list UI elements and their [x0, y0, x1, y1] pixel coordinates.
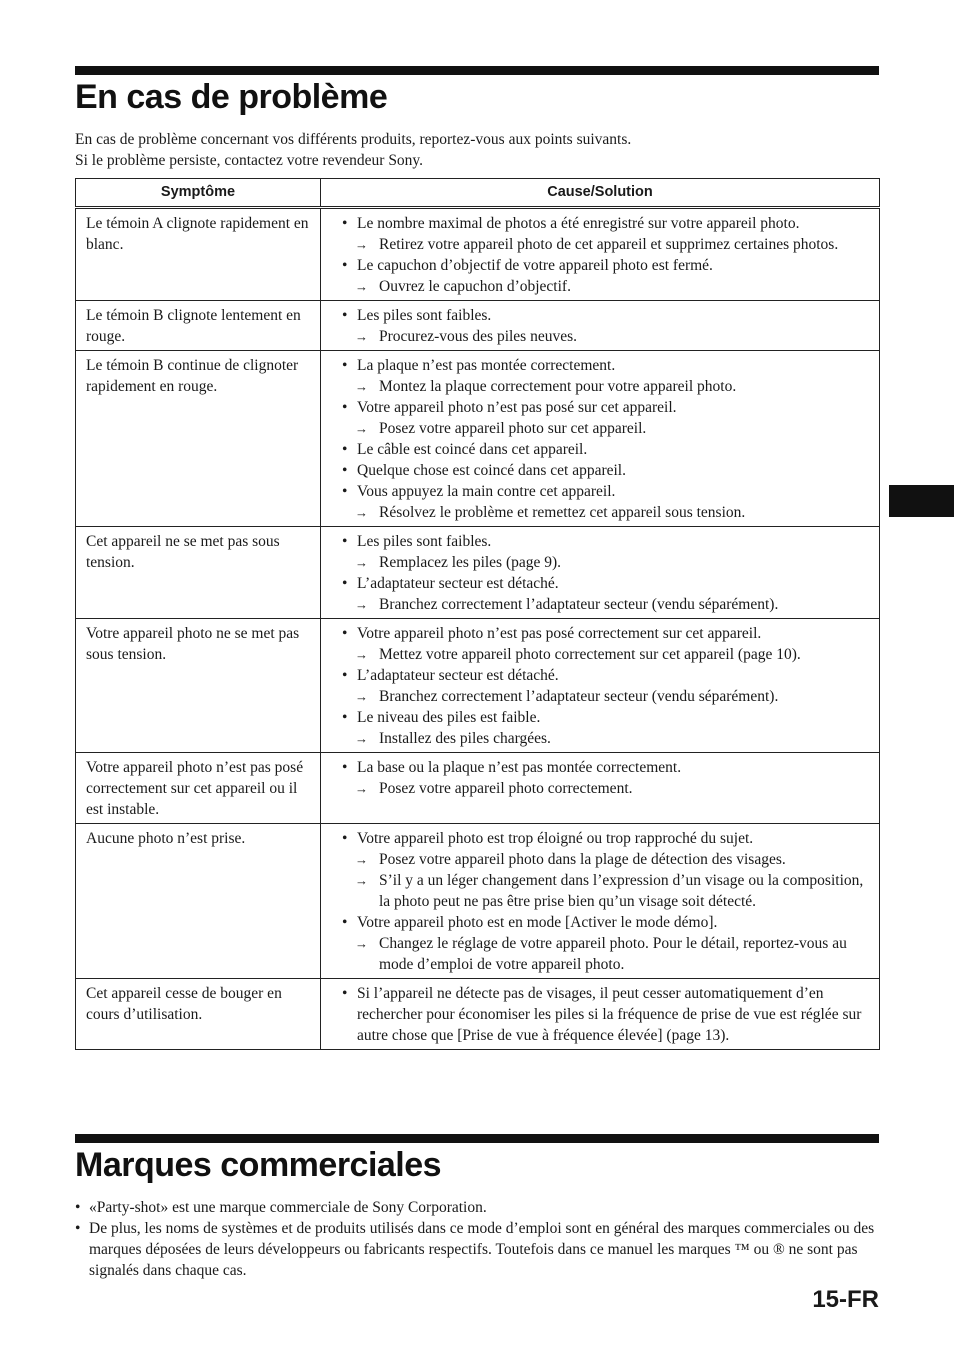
troubleshooting-table: [75, 178, 880, 1050]
cause-item: • Le capuchon d’objectif de votre appareil photo est fermé.: [331, 255, 871, 276]
section-title-troubleshooting: En cas de problème: [75, 78, 388, 116]
solution-step: → Montez la plaque correctement pour votre appareil photo.: [331, 376, 871, 397]
cause-item: • Vous appuyez la main contre cet appareil.: [331, 481, 871, 502]
solution-step: → Posez votre appareil photo sur cet appareil.: [331, 418, 871, 439]
cause-item: • Le nombre maximal de photos a été enregistré sur votre appareil photo.: [331, 213, 871, 234]
solution-cell: [321, 351, 880, 527]
solution-list: [331, 828, 871, 975]
intro-text: [75, 129, 631, 171]
cause-item: • L’adaptateur secteur est détaché.: [331, 665, 871, 686]
solution-step: → Remplacez les piles (page 9).: [331, 552, 871, 573]
cause-item: • Votre appareil photo est trop éloigné ou trop rapproché du sujet.: [331, 828, 871, 849]
solution-step: → Branchez correctement l’adaptateur secteur (vendu séparément).: [331, 686, 871, 707]
table-row: [76, 824, 880, 979]
list-item: • De plus, les noms de systèmes et de produits utilisés dans ce mode d’emploi sont en général des marques commerciales ou des marques déposées de leurs développeurs ou fabricants respectifs. Toutefois dans ce manuel les marques ™ ou ® ne sont pas signalés dans chaque cas.: [75, 1218, 875, 1281]
solution-cell: [321, 824, 880, 979]
solution-list: [331, 983, 871, 1046]
symptom-cell: Votre appareil photo ne se met pas sous tension.: [76, 619, 321, 753]
cause-item: • Les piles sont faibles.: [331, 531, 871, 552]
table-row: [76, 301, 880, 351]
cause-item: • Le câble est coincé dans cet appareil.: [331, 439, 871, 460]
cause-item: • L’adaptateur secteur est détaché.: [331, 573, 871, 594]
solution-cell: [321, 753, 880, 824]
cause-item: • Votre appareil photo n’est pas posé correctement sur cet appareil.: [331, 623, 871, 644]
solution-cell: [321, 527, 880, 619]
solution-cell: [321, 301, 880, 351]
intro-line: En cas de problème concernant vos différents produits, reportez-vous aux points suivants.: [75, 131, 632, 148]
table-row: [76, 619, 880, 753]
table-header-row: [76, 179, 880, 208]
intro-line: Si le problème persiste, contactez votre revendeur Sony.: [75, 152, 424, 169]
table-body: [76, 208, 880, 1050]
table-row: [76, 979, 880, 1050]
solution-list: [331, 531, 871, 615]
symptom-cell: Aucune photo n’est prise.: [76, 824, 321, 979]
cause-item: • Les piles sont faibles.: [331, 305, 871, 326]
solution-step: → Retirez votre appareil photo de cet appareil et supprimez certaines photos.: [331, 234, 871, 255]
solution-cell: [321, 619, 880, 753]
cause-item: • La base ou la plaque n’est pas montée correctement.: [331, 757, 871, 778]
symptom-cell: Cet appareil ne se met pas sous tension.: [76, 527, 321, 619]
solution-list: [331, 213, 871, 297]
header-cause-solution: Cause/Solution: [321, 179, 880, 208]
solution-list: [331, 305, 871, 347]
symptom-cell: Le témoin B continue de clignoter rapidement en rouge.: [76, 351, 321, 527]
solution-step: → Procurez-vous des piles neuves.: [331, 326, 871, 347]
symptom-cell: Cet appareil cesse de bouger en cours d’utilisation.: [76, 979, 321, 1050]
symptom-cell: Votre appareil photo n’est pas posé correctement sur cet appareil ou il est instable.: [76, 753, 321, 824]
cause-item: • Votre appareil photo n’est pas posé sur cet appareil.: [331, 397, 871, 418]
solution-step: → Résolvez le problème et remettez cet appareil sous tension.: [331, 502, 871, 523]
solution-list: [331, 623, 871, 749]
section-title-trademarks: Marques commerciales: [75, 1146, 442, 1184]
solution-step: → Installez des piles chargées.: [331, 728, 871, 749]
solution-cell: [321, 208, 880, 301]
table-row: [76, 208, 880, 301]
solution-step: → S’il y a un léger changement dans l’expression d’un visage ou la composition, la photo peut ne pas être prise bien qu’un visage soit détecté.: [331, 870, 871, 912]
symptom-cell: Le témoin B clignote lentement en rouge.: [76, 301, 321, 351]
table-row: [76, 351, 880, 527]
table-row: [76, 527, 880, 619]
solution-step: → Changez le réglage de votre appareil photo. Pour le détail, reportez-vous au mode d’emploi de votre appareil photo.: [331, 933, 871, 975]
section-rule-bottom: [75, 1134, 879, 1143]
cause-item: • Le niveau des piles est faible.: [331, 707, 871, 728]
solution-list: [331, 355, 871, 523]
symptom-cell: Le témoin A clignote rapidement en blanc.: [76, 208, 321, 301]
cause-item: • La plaque n’est pas montée correctement.: [331, 355, 871, 376]
section-side-tab: [889, 485, 954, 517]
table-row: [76, 753, 880, 824]
solution-step: → Branchez correctement l’adaptateur secteur (vendu séparément).: [331, 594, 871, 615]
solution-cell: [321, 979, 880, 1050]
list-item: • «Party-shot» est une marque commerciale de Sony Corporation.: [75, 1197, 875, 1218]
header-symptom: Symptôme: [76, 179, 321, 208]
solution-list: [331, 757, 871, 799]
cause-item: • Votre appareil photo est en mode [Activer le mode démo].: [331, 912, 871, 933]
trademark-list: [75, 1197, 875, 1281]
cause-item: • Si l’appareil ne détecte pas de visages, il peut cesser automatiquement d’en rechercher pour économiser les piles si la fréquence de prise de vue est réglée sur autre chose que [Prise de vue à fréquence élevée] (page 13).: [331, 983, 871, 1046]
solution-step: → Posez votre appareil photo correctement.: [331, 778, 871, 799]
section-rule-top: [75, 66, 879, 75]
solution-step: → Ouvrez le capuchon d’objectif.: [331, 276, 871, 297]
solution-step: → Mettez votre appareil photo correctement sur cet appareil (page 10).: [331, 644, 871, 665]
page-number: 15-FR: [812, 1286, 879, 1313]
cause-item: • Quelque chose est coincé dans cet appareil.: [331, 460, 871, 481]
solution-step: → Posez votre appareil photo dans la plage de détection des visages.: [331, 849, 871, 870]
